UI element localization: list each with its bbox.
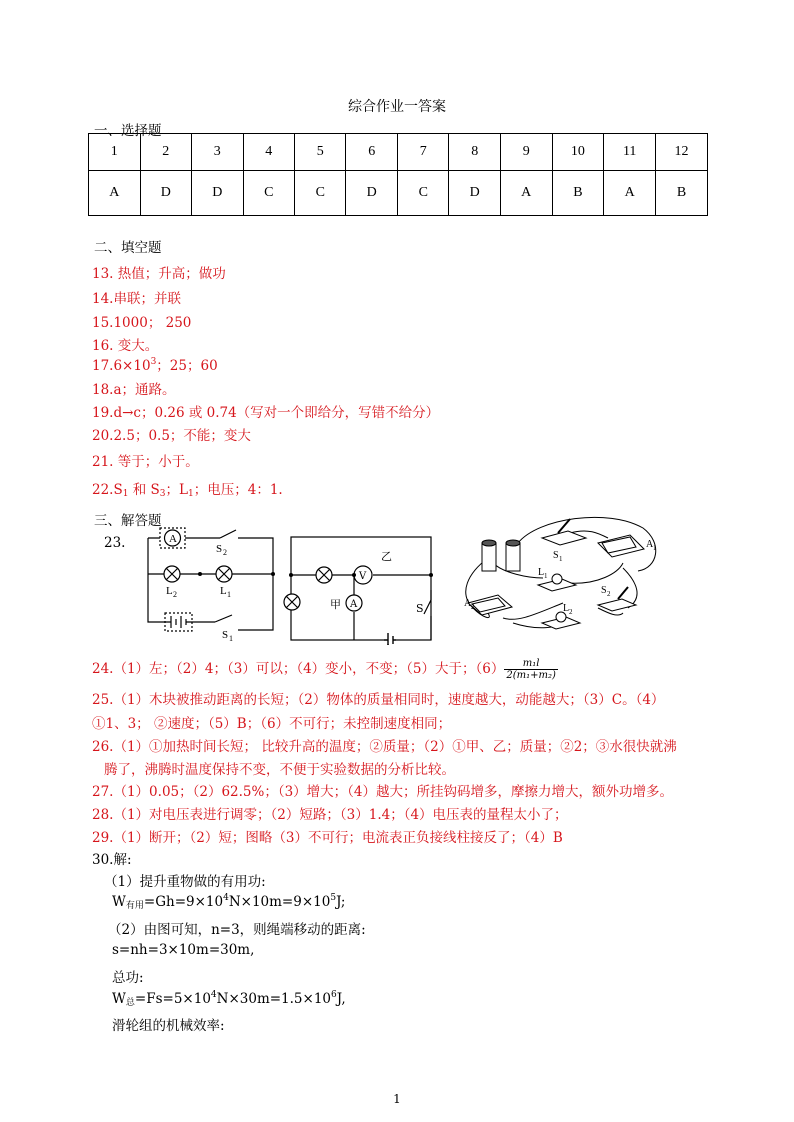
section-choice: 一、选择题 — [94, 123, 162, 139]
table-cell-number: 5 — [295, 134, 346, 171]
svg-text:V: V — [359, 571, 367, 582]
table-cell-number: 11 — [604, 134, 656, 171]
answer-13: 13. 热值；升高；做功 — [92, 266, 226, 282]
table-cell-answer: C — [295, 171, 346, 216]
table-cell-answer: D — [140, 171, 192, 216]
answer-20: 20.2.5；0.5；不能；变大 — [92, 428, 251, 444]
svg-text:A: A — [646, 539, 654, 550]
svg-text:A: A — [464, 598, 472, 609]
svg-text:S: S — [222, 629, 229, 641]
svg-text:L: L — [166, 585, 173, 597]
table-cell-answer: C — [243, 171, 294, 216]
table-cell-answer: B — [656, 171, 708, 216]
table-cell-number: 7 — [398, 134, 449, 171]
table-row-answers — [89, 171, 708, 216]
solution-step-3: （2）由图可知，n=3，则绳端移动的距离: — [108, 922, 366, 938]
table-cell-number: 1 — [89, 134, 141, 171]
question-23-label: 23. — [104, 535, 126, 551]
answer-22: $22.S_1$ 和 $S_3$；$L_1$；电压；4：1. — [92, 482, 283, 499]
answer-21: 21. 等于；小于。 — [92, 454, 199, 470]
circuit-diagram-1 — [140, 520, 280, 645]
svg-text:1: 1 — [544, 572, 548, 580]
answer-28: 28.（1）对电压表进行调零；（2）短路；（3）1.4；（4）电压表的量程太小了； — [92, 807, 568, 823]
answer-25-line2: ①1、3； ②速度；（5）B；（6）不可行；未控制速度相同； — [92, 716, 452, 732]
svg-text:A: A — [350, 599, 358, 610]
svg-text:2: 2 — [223, 548, 227, 557]
answer-17: $17.6\times 10^3$；25；60 — [92, 357, 218, 374]
svg-text:2: 2 — [173, 590, 177, 599]
svg-text:甲: 甲 — [330, 598, 341, 611]
answer-14: 14.串联；并联 — [92, 291, 181, 307]
answer-29: 29.（1）断开；（2）短；图略（3）不可行；电流表正负接线柱接反了；（4）B — [92, 830, 563, 846]
svg-text:2: 2 — [607, 590, 611, 598]
svg-text:1: 1 — [653, 544, 657, 552]
table-cell-answer: D — [346, 171, 398, 216]
solution-step-7: 滑轮组的机械效率: — [112, 1018, 225, 1034]
solution-step-2: $W_{有用}=Gh=9\times 10^4N\times 10m=9\times 10^5J$; — [112, 893, 346, 911]
table-cell-number: 9 — [500, 134, 552, 171]
section-solve: 三、解答题 — [94, 513, 162, 529]
answer-16: 16. 变大。 — [92, 338, 159, 354]
svg-text:L: L — [220, 585, 227, 597]
table-cell-answer: A — [604, 171, 656, 216]
table-cell-number: 12 — [656, 134, 708, 171]
svg-text:乙: 乙 — [381, 550, 392, 563]
table-cell-number: 3 — [192, 134, 244, 171]
svg-text:L: L — [563, 603, 570, 614]
table-cell-number: 2 — [140, 134, 192, 171]
svg-text:S: S — [553, 550, 559, 561]
svg-text:L: L — [538, 567, 545, 578]
table-cell-answer: C — [398, 171, 449, 216]
svg-text:1: 1 — [227, 590, 231, 599]
solution-step-5: 总功: — [112, 970, 144, 986]
answer-26-line2: 腾了，沸腾时温度保持不变，不便于实验数据的分析比较。 — [104, 762, 455, 778]
question-30-label: 30.解: — [92, 852, 132, 868]
section-fill: 二、填空题 — [94, 240, 162, 256]
table-row-numbers — [89, 134, 708, 171]
svg-text:S: S — [416, 602, 424, 615]
svg-text:1: 1 — [559, 555, 563, 563]
answer-18: 18.a；通路。 — [92, 382, 176, 398]
page-title: 综合作业一答案 — [348, 99, 446, 115]
svg-text:S: S — [601, 585, 607, 596]
apparatus-illustration — [458, 513, 668, 633]
answer-27: 27.（1）0.05；（2）62.5%；（3）增大；（4）越大；所挂钩码增多，摩擦力增大，额外功增多。 — [92, 784, 674, 800]
table-cell-answer: A — [500, 171, 552, 216]
answer-19: 19.d→c；0.26 或 0.74（写对一个即给分，写错不给分） — [92, 405, 440, 421]
table-cell-answer: B — [552, 171, 604, 216]
svg-text:2: 2 — [471, 603, 475, 611]
table-cell-answer: D — [449, 171, 501, 216]
table-cell-number: 6 — [346, 134, 398, 171]
table-cell-answer: A — [89, 171, 141, 216]
circuit-diagram-2 — [278, 530, 438, 645]
answer-table — [88, 133, 708, 216]
answer-26-line1: 26.（1）①加热时间长短； 比较升高的温度；②质量；（2）①甲、乙；质量；②2；③水很快就沸 — [92, 739, 677, 755]
solution-step-6: $W_总=Fs=5\times 10^4N\times 30m=1.5\times 10^6J$, — [112, 990, 346, 1008]
svg-text:A: A — [169, 533, 177, 545]
svg-text:1: 1 — [229, 634, 233, 643]
fraction: $\frac{\text{m₁l}}{\text{2(m₁+m₂)}}$ — [506, 658, 556, 681]
answer-15: 15.1000； 250 — [92, 315, 192, 331]
svg-text:2: 2 — [569, 608, 573, 616]
solution-step-4: s=nh=3×10m=30m, — [112, 942, 255, 958]
svg-text:S: S — [216, 543, 223, 555]
table-cell-answer: D — [192, 171, 244, 216]
table-cell-number: 10 — [552, 134, 604, 171]
solution-step-1: （1）提升重物做的有用功: — [104, 874, 266, 890]
answer-25-line1: 25.（1）木块被推动距离的长短；（2）物体的质量相同时，速度越大，动能越大；（3）C。（4） — [92, 692, 665, 708]
answer-24: 24.（1）左；（2）4；（3）可以；（4）变小，不变；（5）大于；（6） $\frac{\text{m₁l}}{\text{2(m₁+m₂)}}$ — [92, 658, 556, 681]
table-cell-number: 4 — [243, 134, 294, 171]
page-number: 1 — [393, 1092, 401, 1106]
table-cell-number: 8 — [449, 134, 501, 171]
